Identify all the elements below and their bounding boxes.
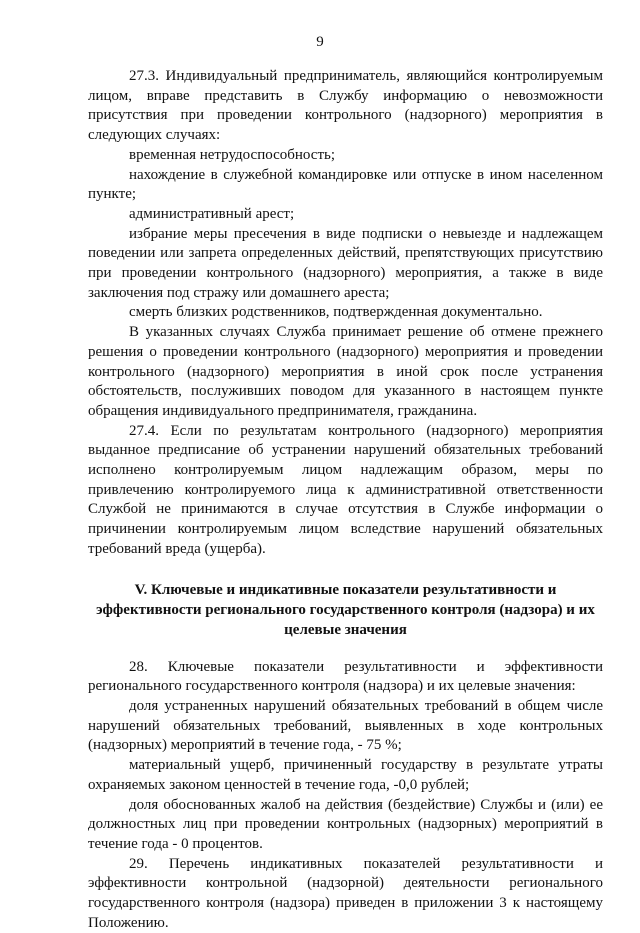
paragraph-29: 29. Перечень индикативных показателей результативности и эффективности контрольной (надзорной) деятельности регионального государственного контроля (надзора) приведен в приложении 3 к настоящему Положению. xyxy=(88,855,603,931)
section-heading-line1: V. Ключевые и индикативные показатели результативности и xyxy=(134,581,557,598)
section-heading-line2: эффективности регионального государственного контроля (надзора) и их xyxy=(96,601,595,618)
section-heading xyxy=(88,580,603,640)
paragraph-27-3: 27.3. Индивидуальный предприниматель, являющийся контролируемым лицом, вправе представить в Службу информацию о невозможности присутствия при проведении контрольного (надзорного) мероприятия в следующих случаях: xyxy=(88,68,603,144)
paragraph-decision: В указанных случаях Служба принимает решение об отмене прежнего решения о проведении контрольного (надзорного) мероприятия и проведении контрольного (надзорного) мероприятия в иной срок после устранения обстоятельств, послуживших поводом для указанного в настоящем пункте обращения индивидуального предпринимателя, гражданина. xyxy=(88,324,603,419)
list-item-incapacity: временная нетрудоспособность; xyxy=(129,146,336,163)
list-item-arrest: административный арест; xyxy=(129,205,295,222)
indicator-violations-share: доля устраненных нарушений обязательных требований в общем числе нарушений обязательных требований, выявленных в ходе контрольных (надзорных) мероприятий в течение года, - 75 %; xyxy=(88,697,603,754)
list-item-death-of-relatives: смерть близких родственников, подтвержденная документально. xyxy=(129,304,543,321)
document-body xyxy=(88,67,603,933)
section-heading-line3: целевые значения xyxy=(284,621,407,638)
list-item-business-trip: нахождение в служебной командировке или отпуске в ином населенном пункте; xyxy=(88,166,603,203)
list-item-preventive-measure: избрание меры пресечения в виде подписки о невыезде и надлежащем поведении или запрета определенных действий, препятствующих присутствию при проведении контрольного (надзорного) мероприятия, а также в виде заключения под стражу или домашнего ареста; xyxy=(88,225,603,301)
page-number: 9 xyxy=(316,34,324,50)
indicator-material-damage: материальный ущерб, причиненный государству в результате утраты охраняемых законом ценностей в течение года, -0,0 рублей; xyxy=(88,757,603,793)
paragraph-27-4: 27.4. Если по результатам контрольного (надзорного) мероприятия выданное предписание об устранении нарушений обязательных требований исполнено контролируемым лицом надлежащим образом, меры по привлечению контролируемого лица к административной ответственности Службой не принимаются в случае отсутствия в Службе информации о причинении контролируемым лицом вследствие нарушений обязательных требований вреда (ущерба). xyxy=(88,422,603,557)
indicator-complaints-share: доля обоснованных жалоб на действия (бездействие) Службы и (или) ее должностных лиц при проведении контрольных (надзорных) мероприятий в течение года - 0 процентов. xyxy=(88,796,603,852)
paragraph-28: 28. Ключевые показатели результативности и эффективности регионального государственного контроля (надзора) и их целевые значения: xyxy=(88,658,603,695)
